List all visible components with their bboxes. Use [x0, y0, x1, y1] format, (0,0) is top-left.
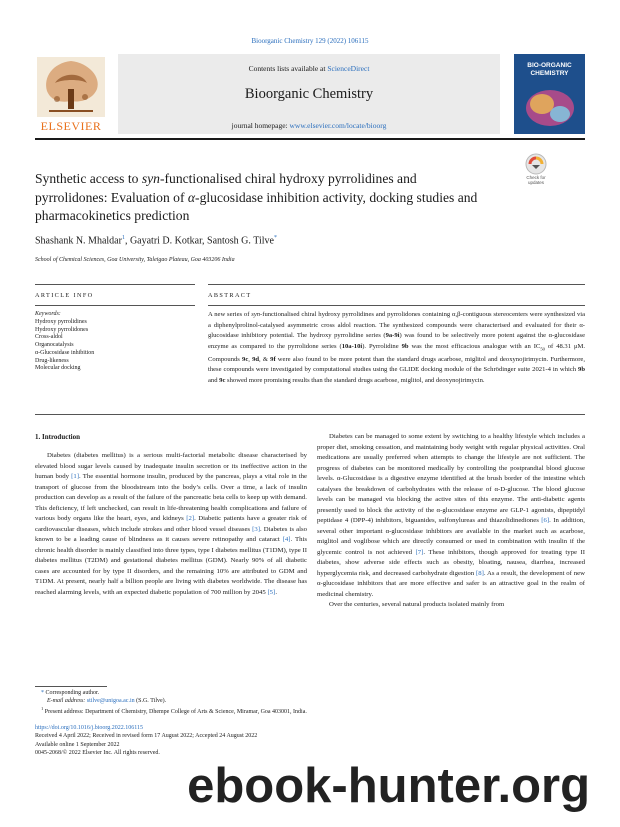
citation-link[interactable]: [1]	[71, 473, 80, 480]
body-text: . The essential hormone insulin, produced by the pancreas, plays a vital role in the transport of glucose from the bloodstream into the body’s cells. Over a time, a lack of insulin production can develop as a result of the failure of the pancreatic beta cells to keep up with demand. This deficiency, if left unchecked, can result in life-threatening health complications and failure of various body organs like the heart, eyes, and kidneys	[35, 473, 307, 522]
author-mark[interactable]: 1	[121, 235, 125, 241]
homepage-line	[118, 121, 500, 130]
sciencedirect-link[interactable]: ScienceDirect	[327, 64, 370, 73]
watermark-text: ebook-hunter.org	[187, 759, 590, 813]
check-updates-label-2: updates	[527, 180, 544, 185]
intro-paragraph: Over the centuries, several natural products isolated mainly from	[329, 601, 505, 608]
author-name: Santosh G. Tilve	[207, 235, 274, 247]
citation-link[interactable]: [6]	[541, 517, 550, 524]
title-text: Synthetic access to	[35, 171, 142, 186]
journal-title: Bioorganic Chemistry	[244, 86, 374, 102]
body-text: . In addition, several other important α-glucosidase inhibitors are available in the market such as acarbose, miglitol and voglibose which are directly consumed or used in combination with insulin if the glycemic control is not achieved	[317, 517, 585, 556]
article-metadata	[35, 724, 435, 757]
author-name: Gayatri D. Kotkar	[129, 235, 203, 247]
author-separator: ,	[202, 235, 208, 247]
intro-paragraph	[35, 451, 307, 598]
abstract-bottom-rule	[35, 414, 585, 415]
footnote-rule	[35, 686, 107, 687]
article-info-heading: ARTICLE INFO	[35, 292, 94, 299]
intro-left-column	[35, 451, 307, 598]
keywords-list	[35, 319, 195, 373]
copyright: 0045-2068/© 2022 Elsevier Inc. All rights reserved.	[35, 749, 160, 756]
citation-link[interactable]: [3]	[252, 525, 261, 533]
contents-line	[118, 64, 500, 73]
homepage-prefix: journal homepage:	[231, 121, 290, 130]
check-updates-label-1: Check for	[526, 175, 546, 180]
footnote-mark[interactable]: *	[41, 690, 44, 696]
article-info-rule	[35, 284, 195, 285]
cover-art-icon	[514, 80, 585, 134]
title-italic: syn	[141, 171, 160, 186]
journal-masthead	[118, 54, 500, 134]
publisher-name: ELSEVIER	[40, 119, 102, 133]
corresponding-mark[interactable]: *	[273, 235, 277, 241]
title-text: -glucosidase inhibition activity, docking studies and pharmacokinetics prediction	[35, 189, 478, 223]
citation-link[interactable]: [5]	[267, 588, 276, 596]
title-italic: α	[187, 189, 196, 205]
footnote-corresponding: * Corresponding author.	[41, 690, 100, 696]
citation-link[interactable]: [4]	[282, 536, 291, 543]
abstract-heading: ABSTRACT	[208, 292, 252, 299]
body-text: . This chronic health disorder is mainly classified into three types, type I diabetes mellitus (T1DM), type II diabetes mellitus (T2DM) and gestational diabetes mellitus (GDM). Nearly 90% of all diabetic cases are accounted for by type II disorders, and the remaining 10% are attributed to GDM and T1DM. At present, nearly half a billion people are living with diabetes worldwide. The disease has reached alarming levels, with an expected diabetic population of 700 million by 2045	[35, 536, 307, 596]
body-text: . As a result, the development of new α-glucosidase inhibitors that are more effective and safer is an attractive goal in the realm of medicinal chemistry.	[317, 569, 585, 598]
cover-title-2: CHEMISTRY	[530, 70, 569, 77]
doi-link[interactable]: https://doi.org/10.1016/j.bioorg.2022.106115	[35, 725, 144, 731]
citation-link[interactable]: [2]	[186, 515, 195, 522]
keyword-item: Hydroxy pyrrolidines	[35, 319, 87, 325]
body-text: . Diabetes is also known to be a leading cause of blindness as it causes severe retinopathy and cataract	[35, 525, 307, 543]
footnote-email: E-mail address: stilve@unigoa.ac.in (S.G. Tilve).	[47, 698, 167, 705]
keyword-item: α-Glucosidase inhibition	[35, 349, 95, 356]
affiliation: School of Chemical Sciences, Goa University, Taleigao Plateau, Goa 403206 India	[35, 257, 235, 263]
title-text: -functionalised chiral hydroxy pyrrolidines and pyrrolidones: Evaluation of	[35, 171, 417, 205]
journal-citation[interactable]: Bioorganic Chemistry 129 (2022) 106115	[251, 37, 369, 45]
authors	[35, 235, 277, 246]
keyword-item: Drug-likeness	[35, 357, 69, 364]
contents-prefix: Contents lists available at	[248, 64, 328, 73]
received-dates: Received 4 April 2022; Received in revised form 17 August 2022; Accepted 24 August 2022	[35, 733, 258, 740]
keywords-label: Keywords:	[35, 311, 61, 317]
section-heading-introduction: 1. Introduction	[35, 433, 80, 441]
body-text: Diabetes (diabetes mellitus) is a serious multi-factorial metabolic disease characterised by elevated blood sugar levels caused by inadequate insulin secretion or its ineffective action in the human body	[35, 452, 307, 480]
keyword-item: Cross-aldol	[35, 334, 63, 341]
check-for-updates-badge[interactable]	[519, 153, 553, 187]
body-text: Diabetes can be managed to some extent by switching to a healthy lifestyle which includes a proper diet, smoking cessation, and maintaining body weight with regular physical activities. Oral medications are usually preferred when attempts to change the lifestyle are not sufficient. The progress of diabetes can be monitored medically by controlling the postprandial blood glucose levels. α-Glucosidase is a digestive enzyme identified at the brush border of the intestine which catalyses the breakdown of carbohydrates with the release of α-D-glucose. The blood glucose levels can be managed via blocking the active sites of this enzyme. The anti-diabetic agents presently used to block the activity of the α-glucosidase enzyme are GLP-1 agonists, dipeptidyl peptidase 4 (DPP-4) inhibitors, biguanides, sulfonylureas and thiazolidinediones	[317, 433, 585, 524]
body-text: . Diabetic patients have a greater risk of cardiovascular diseases, which include strokes and other blood vessel diseases	[35, 515, 307, 533]
keyword-item: Hydroxy pyrrolidones	[35, 326, 89, 333]
cover-title-1: BIO-ORGANIC	[527, 62, 572, 69]
author-name: Shashank N. Mhaldar	[35, 235, 122, 247]
check-updates-icon	[519, 153, 553, 175]
article-info-underline	[35, 305, 195, 306]
citation-link[interactable]: [7]	[415, 548, 424, 556]
author-separator: ,	[124, 235, 130, 247]
elsevier-logo	[35, 55, 107, 133]
footnotes	[35, 689, 585, 717]
keyword-item: Organocatalysis	[35, 342, 74, 349]
body-text: .	[275, 588, 277, 596]
footnote-present-address: $^1$ Present address: Department of Chemistry, Dhempe College of Arts & Science, Miramar, Goa 403001, India.	[41, 706, 307, 716]
abstract-text: A new series of syn-functionalised chiral hydroxy pyrrolidines and pyrrolidones containing α,β-contiguous stereocenters were synthesized via a diphenylprolinol-catalysed asymmetric cross aldol reaction. The synthesized compounds were characterised and evaluated for their α-glucosidase inhibitory potential. The hydroxy pyrrolidine series (9a-9i) was found to be selectively more potent against the α-glucosidase enzyme as compared to the pyrrolidone series (10a-10i). Pyrrolidine 9b was the most efficacious analogue with an $IC_{50}$ of 48.31 μM. Compounds 9c, 9d, & 9f were also found to be more potent than the standard drugs acarbose, miglitol and deoxynojirimycin. Furthermore, these compounds were investigated by computational studies using the GLIDE docking module of the Schrödinger suite 2021-4 in which 9b and 9c showed more promising results than the standard drugs acarbose, miglitol, and deoxynojirimycin.	[208, 311, 586, 384]
homepage-link[interactable]: www.elsevier.com/locate/bioorg	[289, 121, 387, 130]
masthead-divider	[35, 138, 585, 140]
article-title	[35, 170, 490, 226]
abstract-underline	[208, 305, 585, 306]
citation-link[interactable]: [8]	[475, 569, 484, 577]
keyword-item: Molecular docking	[35, 365, 81, 372]
abstract-rule	[208, 284, 585, 285]
email-link[interactable]: stilve@unigoa.ac.in	[86, 698, 135, 705]
elsevier-tree-icon	[35, 55, 107, 119]
available-online: Available online 1 September 2022	[35, 741, 120, 748]
body-text: . These inhibitors, though approved for treating type II diabetes, show adverse side effects such as obesity, bloating, nausea, diarrhea, increased hyperglycemia risk, and decreased carbohydrate digestion	[317, 548, 585, 577]
intro-paragraph	[317, 432, 585, 600]
journal-cover[interactable]	[514, 54, 585, 134]
intro-right-column	[317, 432, 585, 611]
